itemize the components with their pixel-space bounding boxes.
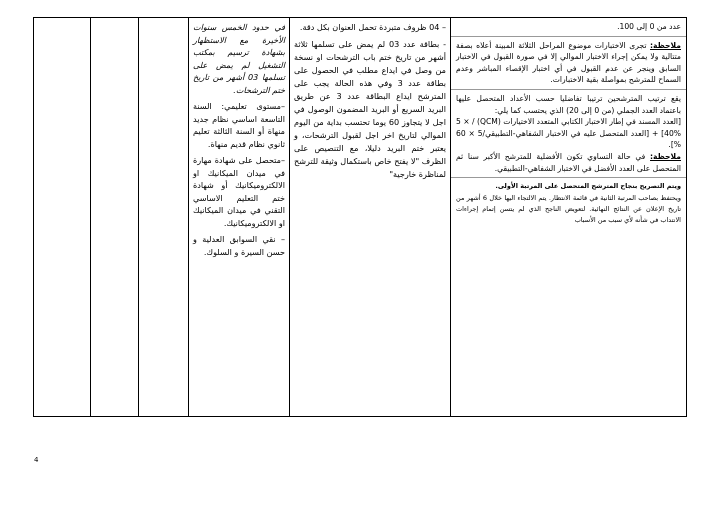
requirements-table [33,17,687,417]
note-2-label: ملاحظة: [650,151,681,161]
score-text: عدد من 0 إلى 100. [617,22,681,31]
success-text: ويتم التصريح بنجاح المترشح المتحصل على المرتبة الأولى. [495,182,681,191]
conditions-cell [189,18,290,417]
education-text: –مستوى تعليمي: السنة التاسعة اساسي نظام جديد منهاة أو السنة الثالثة تعليم ثانوي نظام قديم منهاة. [193,101,285,149]
divider [451,89,686,90]
table-cell-empty-2 [91,18,139,417]
certificate-text: –متحصل على شهادة مهارة في ميدان الميكانيك او الالكتروميكانيك أو شهادة ختم التعليم الاساسي التقني في ميدان الميكانيك او الالكتروميكانيك. [193,155,285,228]
criminal-record-text: – نقي السوابق العدلية و حسن السيرة و السلوك. [193,234,285,257]
divider [451,36,686,37]
formula-text: [العدد المسند في إطار الاختبار الكتابي المتعدد الاختيارات (QCM) / 5 × 40%] + [العدد المتحصل عليه في الاختبار الشفاهي-التطبيقي/5 × 60 %]. [456,117,682,150]
ranking-text: يقع ترتيب المترشحين ترتيبا تفاضليا حسب الأعداد المتحصل عليها باعتماد العدد الجملي (من 0 إلى 20) الذي يحتسب كما يلي: [456,93,681,115]
table-cell-empty-3 [139,18,189,417]
reserve-text: ويحتفظ بصاحب المرتبة الثانية في قائمة الانتظار. يتم الالتجاء اليها خلال 6 أشهر من تاريخ الإعلان عن النتائج النهائية. لتعويض الناجح الذي لم يتسن إتمام إجراءات الانتداب في شأنه لأي سبب من الأسباب [456,193,681,225]
envelopes-text: – 04 ظروف متبردة تحمل العنوان بكل دقة. [299,22,446,32]
note-1 [456,40,681,86]
note-1-label: ملاحظة: [650,40,681,50]
procedure-cell [451,18,687,417]
note-2 [456,151,681,174]
documents-cell [290,18,451,417]
page-number: 4 [34,456,39,464]
experience-text: في حدود الخمس سنوات الأخيرة مع الاستظهار بشهادة ترسيم بمكتب التشغيل لم يمض على تسلمها 03 أشهر من تاريخ ختم الترشحات. [193,22,285,95]
divider [451,177,686,178]
table-cell-empty-1 [34,18,91,417]
card-text: - بطاقة عدد 03 لم يمض على تسلمها ثلاثة أشهر من تاريخ ختم باب الترشحات او نسخة من وصل في ايداع مطلب في الحصول على بطاقة عدد 3 وفي هذه الحالة يجب على المترشح ايداع البطاقة عدد 3 عن طريق البريد السريع أو البريد المضمون الوصول في اجل لا يتجاوز 60 يوما تحتسب بداية من اليوم الموالي لتاريخ اخر اجل لقبول الترشحات، و يعتبر ختم البريد دليلا، مع التنصيص على الظرف "لا يفتح خاص باستكمال وثيقة للترشح لمناظرة خارجية" [294,39,447,179]
note-1-text: تجرى الاختبارات موضوع المراحل الثلاثة المبينة أعلاه بصفة متتالية ولا يمكن إجراء الاختبار الموالي إلا في صورة القبول في الاختبار السابق وينجر عن عدم القبول في أي اختبار الإقصاء المباشر وعدم السماح للمترشح بمواصلة بقية الاختبارات. [456,40,681,85]
note-2-text: في حالة التساوي تكون الأفضلية للمترشح الأكبر سنا ثم المتحصل على العدد الأفضل في الاختبار الشفاهي-التطبيقي. [456,151,681,173]
